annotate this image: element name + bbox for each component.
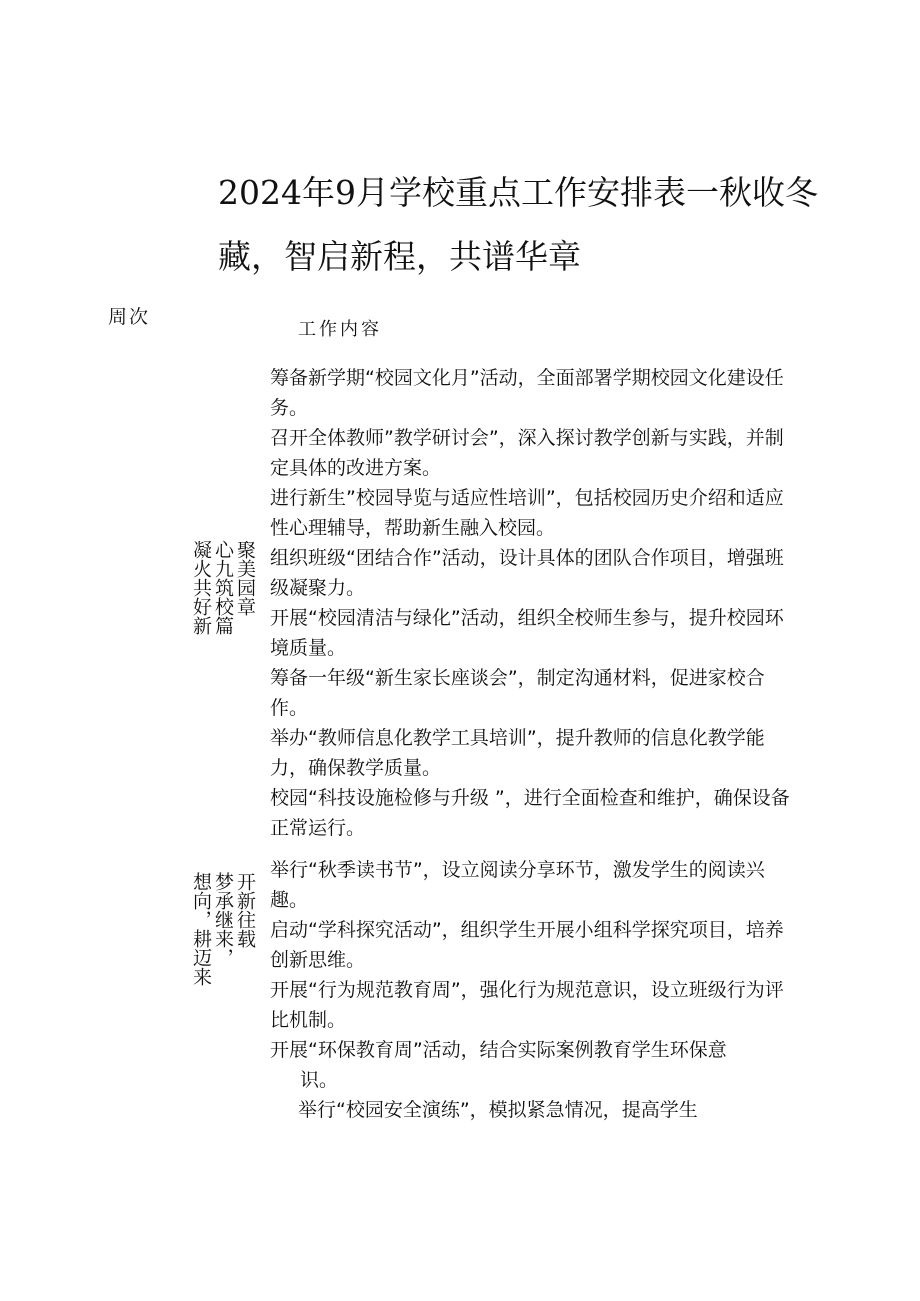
- section-1-theme: [190, 540, 256, 670]
- section-2-theme: [190, 872, 256, 1052]
- list-item: 筹备一年级“新生家长座谈会”，制定沟通材料，促进家校合作。: [270, 667, 765, 719]
- list-item-continuation: 识。: [300, 1069, 339, 1091]
- section-2-theme-line: 梦承继来，: [212, 872, 234, 967]
- column-header-content: 工作内容: [298, 319, 382, 340]
- page-title-line-2: 藏，智启新程，共谱华章: [218, 237, 581, 276]
- list-item: 开展“行为规范教育周”，强化行为规范意识，设立班级行为评比机制。: [270, 979, 784, 1031]
- section-1-theme-line: 凝火共好新: [190, 540, 212, 635]
- list-item: 开展“校园清洁与绿化”活动，组织全校师生参与，提升校园环境质量。: [270, 607, 784, 659]
- section-1-theme-line: 心九筑校篇: [212, 540, 234, 635]
- list-item: 组织班级“团结合作”活动，设计具体的团队合作项目，增强班级凝聚力。: [270, 547, 784, 599]
- list-item: 开展“环保教育周”活动，结合实际案例教育学生环保意: [270, 1039, 727, 1061]
- list-item: 筹备新学期“校园文化月”活动，全面部署学期校园文化建设任务。: [270, 367, 784, 419]
- section-1-theme-line: 聚美园章: [234, 540, 256, 616]
- section-2-theme-line: 开新往载: [234, 872, 256, 948]
- page-title-line-1: 2024年9月学校重点工作安排表一秋收冬: [218, 173, 818, 212]
- list-item: 校园“科技设施检修与升级 ”，进行全面检查和维护，确保设备正常运行。: [270, 787, 790, 839]
- list-item: 举办“教师信息化教学工具培训”，提升教师的信息化教学能力，确保教学质量。: [270, 727, 765, 779]
- list-item: 启动“学科探究活动”，组织学生开展小组科学探究项目，培养创新思维。: [270, 919, 784, 971]
- list-item: 召开全体教师”教学研讨会”，深入探讨教学创新与实践，并制定具体的改进方案。: [270, 427, 784, 479]
- list-item: 进行新生”校园导览与适应性培训”，包括校园历史介绍和适应性心理辅导，帮助新生融入校园。: [270, 487, 784, 539]
- section-1-list: [270, 363, 798, 843]
- column-header-week: 周次: [108, 306, 151, 328]
- list-item: 举行“秋季读书节”，设立阅读分享环节，激发学生的阅读兴趣。: [270, 859, 765, 911]
- list-item: 举行“校园安全演练”，模拟紧急情况，提高学生: [298, 1099, 698, 1121]
- section-2-theme-line: 想向，耕迈来: [190, 872, 212, 986]
- section-2-list: [270, 855, 798, 1125]
